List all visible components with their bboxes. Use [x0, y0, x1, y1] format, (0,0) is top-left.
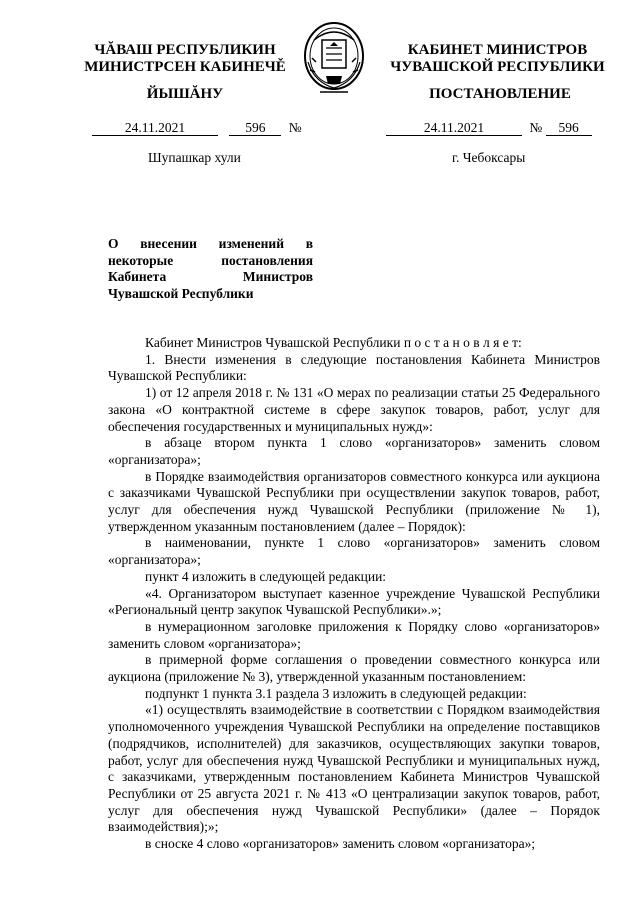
body-paragraph: в абзаце втором пункта 1 слово «организаторов» заменить словом «организатора»;: [108, 435, 600, 467]
body-paragraph: 1. Внести изменения в следующие постановления Кабинета Министров Чувашской Республики:: [108, 351, 600, 384]
header-left-title: [70, 42, 300, 76]
body-paragraph: в сноске 4 слово «организаторов» заменить словом «организатора»;: [145, 836, 536, 852]
body-paragraph: в Порядке взаимодействия организаторов совместного конкурса или аукциона с заказчиками Чувашской Республики при осуществлении закупок товаров, работ, услуг для обеспечения нужд Чувашской Республики (приложение № 1), утвержденном указанным постановлением (далее – Порядок):: [108, 468, 600, 534]
right-date: 24.11.2021: [386, 121, 522, 136]
left-city: Шупашкар хули: [148, 150, 241, 165]
header-right-doc-type: ПОСТАНОВЛЕНИЕ: [429, 86, 571, 102]
right-city: г. Чебоксары: [452, 150, 526, 165]
header-left-doc-type: ЙЫШĂНУ: [146, 86, 224, 102]
left-date: 24.11.2021: [92, 121, 218, 136]
header-right-title: [390, 42, 605, 76]
body-paragraph: «4. Организатором выступает казенное учреждение Чувашской Республики «Региональный центр закупок Чувашской Республики».»;: [108, 585, 600, 618]
intro-prefix: Кабинет Министров Чувашской Республики: [145, 335, 404, 350]
header-right-line1: КАБИНЕТ МИНИСТРОВ: [407, 42, 588, 58]
intro-paragraph: [108, 335, 600, 352]
left-number: 596: [229, 121, 281, 136]
intro-decree: п о с т а н о в л я е т:: [403, 335, 522, 350]
header-left-line1: ЧĂВАШ РЕСПУБЛИКИН: [94, 42, 276, 58]
header-right-line2: ЧУВАШСКОЙ РЕСПУБЛИКИ: [390, 59, 605, 75]
body-paragraph: пункт 4 изложить в следующей редакции:: [145, 568, 387, 584]
right-date-line: [386, 120, 592, 136]
body-paragraph: в наименовании, пункте 1 слово «организаторов» заменить словом «организатора»;: [108, 535, 600, 568]
body-paragraph: в примерной форме соглашения о проведении совместного конкурса или аукциона (приложение № 3), утвержденной указанным постановлением:: [108, 652, 600, 685]
document-subject: О внесении изменений в некоторые постановления Кабинета Министров Чувашской Республики: [108, 236, 313, 301]
body-paragraph: «1) осуществлять взаимодействие в соответствии с Порядком взаимодействия уполномоченного учреждения Чувашской Республики на определение поставщиков (подрядчиков, исполнителей) для заказчиков, осуществляющих закупки товаров, работ, услуг для обеспечения нужд Чувашской Республики и муниципальных нужд, с заказчиками, утвержденным постановлением Кабинета Министров Чувашской Республики от 25 августа 2021 г. № 413 «О централизации закупок товаров, работ, услуг для обеспечения нужд Чувашской Республики» (далее – Порядок взаимодействия);»;: [108, 702, 600, 835]
left-date-line: [92, 120, 302, 136]
body-paragraph: подпункт 1 пункта 3.1 раздела 3 изложить в следующей редакции:: [145, 685, 527, 701]
right-number: 596: [546, 121, 592, 136]
body-paragraph: 1) от 12 апреля 2018 г. № 131 «О мерах по реализации статьи 25 Федерального закона «О контрактной системе в сфере закупок товаров, работ, услуг для обеспечения государственных и муниципальных нужд»:: [108, 385, 600, 434]
document-body: [108, 335, 600, 853]
header-left-line2: МИНИСТРСЕН КАБИНЕЧĚ: [84, 59, 286, 75]
left-number-sign: №: [288, 120, 302, 135]
chuvash-coat-of-arms-icon: [300, 18, 368, 98]
body-paragraph: в нумерационном заголовке приложения к Порядку слово «организаторов» заменить словом «организатора»;: [108, 618, 600, 651]
right-number-sign: №: [529, 120, 543, 135]
